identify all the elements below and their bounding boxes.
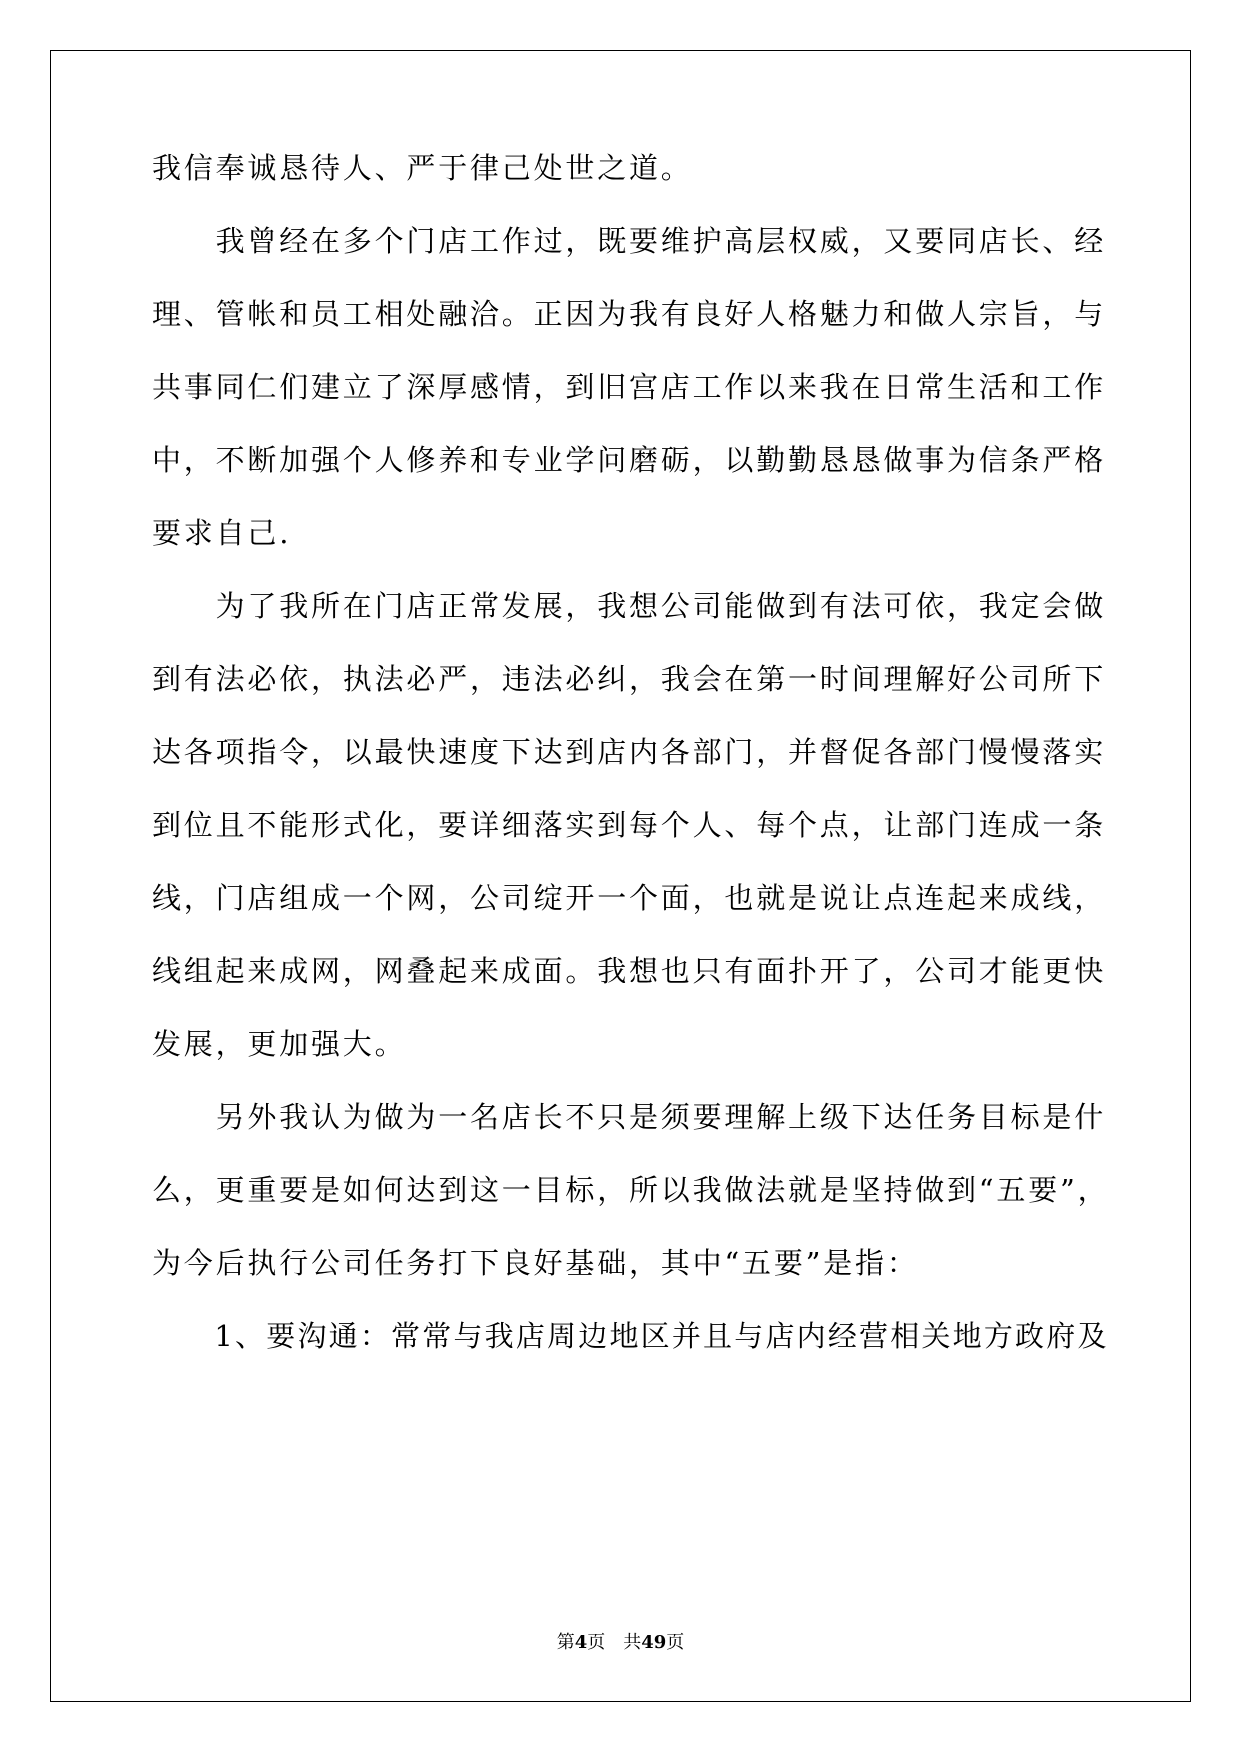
page-footer xyxy=(0,1631,1241,1655)
text-line: 另外我认为做为一名店长不只是须要理解上级下达任务目标是什 xyxy=(152,1100,1107,1134)
text-line: 为今后执行公司任务打下良好基础，其中“五要”是指： xyxy=(152,1246,919,1280)
text-line: 要求自己. xyxy=(152,516,292,550)
text-line: 到位且不能形式化，要详细落实到每个人、每个点，让部门连成一条 xyxy=(152,808,1107,842)
footer-prefix: 第 xyxy=(556,1632,575,1653)
text-line: 我信奉诚恳待人、严于律己处世之道。 xyxy=(152,151,693,185)
text-line: 线，门店组成一个网，公司绽开一个面，也就是说让点连起来成线， xyxy=(152,881,1107,915)
footer-page-number: 4 xyxy=(574,1632,588,1653)
text-line: 么，更重要是如何达到这一目标，所以我做法就是坚持做到“五要”， xyxy=(152,1173,1110,1207)
text-line: 到有法必依，执法必严，违法必纠，我会在第一时间理解好公司所下 xyxy=(152,662,1107,696)
text-line: 为了我所在门店正常发展，我想公司能做到有法可依，我定会做 xyxy=(152,589,1107,623)
text-line: 我曾经在多个门店工作过，既要维护高层权威，又要同店长、经 xyxy=(152,224,1107,258)
text-line: 1、要沟通：常常与我店周边地区并且与店内经营相关地方政府及 xyxy=(152,1319,1109,1353)
text-line: 达各项指令，以最快速度下达到店内各部门，并督促各部门慢慢落实 xyxy=(152,735,1107,769)
text-line: 发展，更加强大。 xyxy=(152,1027,407,1061)
footer-mid: 页 共 xyxy=(587,1632,642,1653)
footer-suffix: 页 xyxy=(666,1632,685,1653)
text-line: 线组起来成网，网叠起来成面。我想也只有面扑开了，公司才能更快 xyxy=(152,954,1107,988)
text-line: 理、管帐和员工相处融洽。正因为我有良好人格魅力和做人宗旨，与 xyxy=(152,297,1107,331)
footer-total-pages: 49 xyxy=(641,1632,667,1653)
text-line: 共事同仁们建立了深厚感情，到旧宫店工作以来我在日常生活和工作 xyxy=(152,370,1107,404)
text-line: 中，不断加强个人修养和专业学问磨砺，以勤勤恳恳做事为信条严格 xyxy=(152,443,1107,477)
